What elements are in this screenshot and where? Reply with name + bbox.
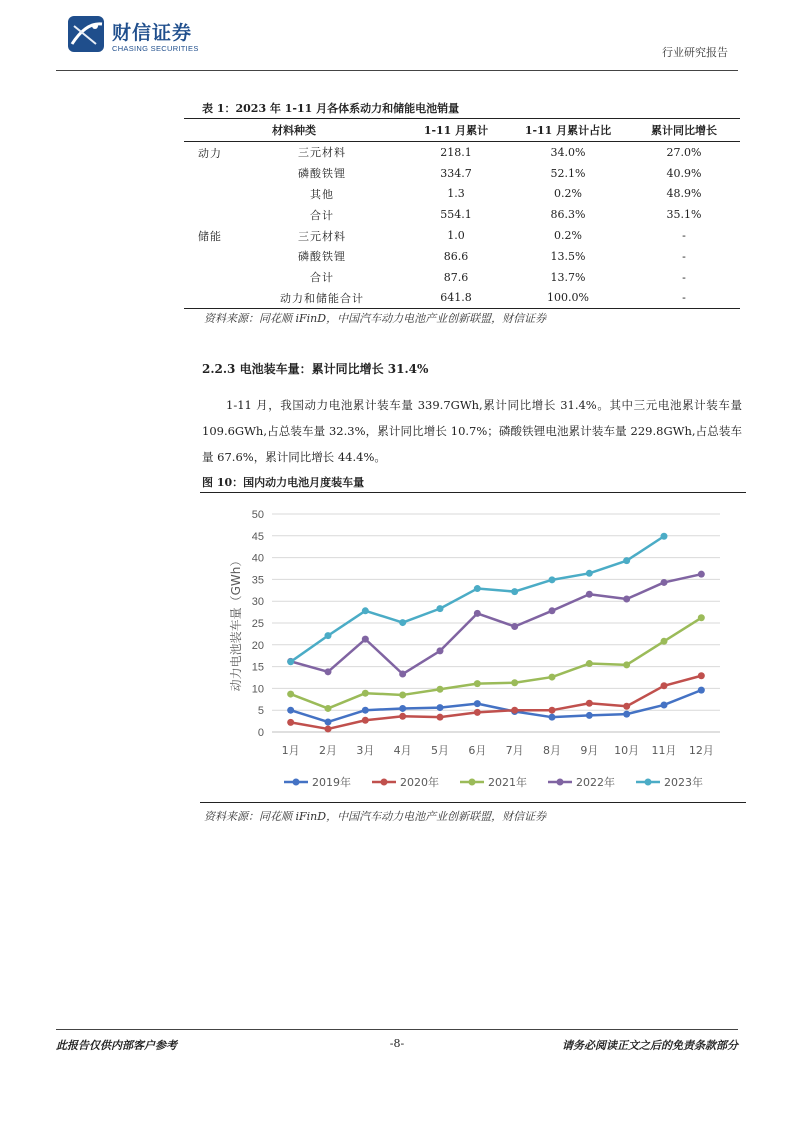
row-total-cell: 334.7	[440, 166, 472, 180]
legend-marker	[469, 779, 476, 786]
row-yoy-cell: -	[682, 229, 686, 243]
row-share-cell: 13.5%	[550, 249, 586, 263]
body-paragraph: 1-11 月，我国动力电池累计装车量 339.7GWh,累计同比增长 31.4%。其中三元电池累计装车量 109.6GWh,占总装车量 32.3%，累计同比增长 10.7%；磷酸铁锂电池累计装车量 229.8GWh,占总装车量 67.6%，累计同比增长 44.4%。	[202, 398, 742, 464]
report-type-label: 行业研究报告	[662, 46, 728, 59]
legend-marker	[381, 779, 388, 786]
y-tick-label: 45	[251, 530, 264, 543]
logo-text-cn: 财信证券	[112, 22, 193, 44]
table-header-cell: 材料种类	[184, 119, 404, 142]
company-logo	[66, 14, 206, 58]
row-total-cell: 86.6	[443, 249, 469, 263]
page-number: -8-	[389, 1037, 405, 1050]
y-tick-label: 5	[257, 705, 264, 718]
data-point	[474, 709, 481, 716]
row-yoy-cell: 48.9%	[666, 187, 702, 201]
x-tick-label: 4月	[393, 744, 412, 757]
row-material-cell	[184, 288, 404, 309]
data-point	[549, 707, 556, 714]
x-tick-label: 2月	[319, 744, 337, 757]
data-point	[474, 700, 481, 707]
y-tick-label: 30	[251, 596, 264, 609]
sales-table	[184, 118, 740, 309]
row-group-label: 动力	[198, 147, 222, 160]
data-point	[287, 658, 294, 665]
series-line-2021年	[291, 618, 702, 709]
data-point	[698, 687, 705, 694]
legend-marker	[645, 779, 652, 786]
row-share-cell: 100.0%	[508, 288, 628, 309]
data-point	[586, 700, 593, 707]
data-point	[586, 660, 593, 667]
row-share-cell: 13.7%	[550, 270, 586, 284]
series-line-2019年	[291, 690, 702, 722]
data-point	[399, 713, 406, 720]
row-share-cell: 86.3%	[550, 208, 586, 222]
y-axis-label: 动力电池装车量（GWh）	[229, 554, 243, 692]
y-tick-label: 35	[251, 574, 264, 587]
table-header-row	[184, 119, 740, 142]
row-type-label: 三元材料	[298, 229, 346, 243]
row-material-cell	[184, 163, 404, 184]
data-point	[698, 571, 705, 578]
data-point	[362, 607, 369, 614]
row-type-label: 三元材料	[298, 146, 346, 160]
x-tick-label: 6月	[468, 744, 487, 757]
data-point	[437, 686, 444, 693]
row-group-label: 储能	[198, 230, 222, 244]
logo-text-en: CHASING SECURITIES	[112, 44, 199, 53]
data-point	[399, 619, 406, 626]
data-point	[362, 717, 369, 724]
row-material-cell	[184, 142, 404, 163]
data-point	[287, 707, 294, 714]
x-tick-label: 9月	[580, 744, 599, 757]
section-title: 2.2.3 电池装车量：累计同比增长 31.4%	[202, 362, 429, 376]
table-source: 资料来源：同花顺 iFinD，中国汽车动力电池产业创新联盟，财信证券	[204, 312, 547, 325]
data-point	[623, 661, 630, 668]
data-point	[474, 585, 481, 592]
row-total-cell: 641.8	[404, 288, 508, 309]
data-point	[698, 672, 705, 679]
data-point	[661, 533, 668, 540]
row-share-cell: 52.1%	[550, 166, 586, 180]
data-point	[287, 691, 294, 698]
data-point	[549, 674, 556, 681]
data-point	[623, 596, 630, 603]
data-point	[623, 711, 630, 718]
legend-label: 2022年	[576, 776, 615, 789]
data-point	[661, 638, 668, 645]
table-row	[184, 225, 740, 246]
row-yoy-cell: -	[628, 288, 740, 309]
legend-marker	[557, 779, 564, 786]
row-type-label: 磷酸铁锂	[298, 250, 346, 264]
row-material-cell	[184, 225, 404, 246]
table-row	[184, 288, 740, 309]
data-point	[399, 671, 406, 678]
row-type-label: 动力和储能合计	[280, 291, 364, 305]
y-tick-label: 10	[251, 683, 264, 696]
data-point	[661, 579, 668, 586]
row-type-label: 合计	[310, 208, 334, 222]
data-point	[399, 691, 406, 698]
series-line-2023年	[291, 536, 664, 662]
data-point	[287, 719, 294, 726]
x-tick-label: 7月	[505, 744, 524, 757]
data-point	[511, 707, 518, 714]
data-point	[586, 712, 593, 719]
x-tick-label: 3月	[356, 744, 375, 757]
data-point	[362, 636, 369, 643]
legend-label: 2021年	[488, 776, 527, 789]
row-material-cell	[184, 184, 404, 205]
figure-source: 资料来源：同花顺 iFinD，中国汽车动力电池产业创新联盟，财信证券	[204, 810, 547, 823]
y-tick-label: 20	[251, 639, 264, 652]
row-total-cell: 554.1	[440, 208, 472, 222]
data-point	[623, 703, 630, 710]
monthly-installation-line-chart	[210, 500, 740, 796]
data-point	[549, 714, 556, 721]
data-point	[586, 570, 593, 577]
row-share-cell: 0.2%	[554, 229, 582, 243]
x-tick-label: 10月	[614, 744, 640, 757]
row-yoy-cell: 27.0%	[666, 145, 702, 159]
row-total-cell: 218.1	[440, 145, 472, 159]
data-point	[362, 690, 369, 697]
data-point	[474, 680, 481, 687]
table-header-cell: 1-11 月累计	[404, 119, 508, 142]
row-yoy-cell: -	[682, 270, 686, 284]
footer-disclaimer-left: 此报告仅供内部客户参考	[56, 1039, 177, 1052]
data-point	[437, 714, 444, 721]
footer-disclaimer-right: 请务必阅读正文之后的免责条款部分	[562, 1039, 738, 1052]
row-yoy-cell: 40.9%	[666, 166, 702, 180]
table-row	[184, 246, 740, 267]
data-point	[661, 701, 668, 708]
legend-label: 2020年	[400, 776, 439, 789]
table-row	[184, 184, 740, 205]
table-header-cell: 1-11 月累计占比	[508, 119, 628, 142]
row-total-cell: 87.6	[443, 270, 469, 284]
data-point	[661, 682, 668, 689]
row-total-cell: 1.3	[447, 187, 465, 201]
table-row	[184, 163, 740, 184]
figure-top-rule	[200, 492, 746, 493]
x-tick-label: 12月	[688, 744, 714, 757]
chasing-securities-logo-icon	[66, 14, 106, 54]
data-point	[549, 607, 556, 614]
footer-divider	[56, 1029, 738, 1030]
row-yoy-cell: -	[682, 249, 686, 263]
data-point	[586, 591, 593, 598]
y-tick-label: 0	[257, 727, 264, 739]
legend-label: 2019年	[312, 776, 351, 789]
legend-marker	[293, 779, 300, 786]
data-point	[325, 668, 332, 675]
row-share-cell: 0.2%	[554, 187, 582, 201]
data-point	[437, 647, 444, 654]
row-type-label: 磷酸铁锂	[298, 167, 346, 181]
header-divider	[56, 70, 738, 71]
y-tick-label: 40	[251, 552, 264, 565]
x-tick-label: 5月	[431, 744, 449, 757]
row-material-cell	[184, 267, 404, 288]
y-tick-label: 25	[251, 618, 264, 630]
data-point	[698, 614, 705, 621]
data-point	[549, 576, 556, 583]
row-material-cell	[184, 204, 404, 225]
data-point	[325, 632, 332, 639]
data-point	[325, 725, 332, 732]
data-point	[623, 557, 630, 564]
data-point	[437, 704, 444, 711]
data-point	[399, 705, 406, 712]
row-total-cell: 1.0	[447, 229, 465, 243]
data-point	[437, 605, 444, 612]
table-row	[184, 267, 740, 288]
data-point	[325, 718, 332, 725]
y-tick-label: 50	[251, 509, 264, 521]
figure-caption: 图 10：国内动力电池月度装车量	[202, 476, 365, 489]
table-header-cell: 累计同比增长	[628, 119, 740, 142]
row-material-cell	[184, 246, 404, 267]
row-type-label: 其他	[310, 187, 334, 201]
data-point	[511, 679, 518, 686]
table-caption: 表 1：2023 年 1-11 月各体系动力和储能电池销量	[202, 102, 460, 115]
table-row	[184, 204, 740, 225]
x-tick-label: 1月	[281, 744, 300, 757]
data-point	[511, 588, 518, 595]
x-tick-label: 8月	[543, 744, 561, 757]
data-point	[325, 705, 332, 712]
row-share-cell: 34.0%	[550, 145, 586, 159]
data-point	[474, 610, 481, 617]
data-point	[362, 707, 369, 714]
table-row	[184, 142, 740, 163]
data-point	[511, 623, 518, 630]
row-type-label: 合计	[310, 271, 334, 285]
row-yoy-cell: 35.1%	[666, 208, 702, 222]
y-tick-label: 15	[251, 661, 264, 674]
legend-label: 2023年	[664, 776, 703, 789]
x-tick-label: 11月	[651, 744, 677, 757]
